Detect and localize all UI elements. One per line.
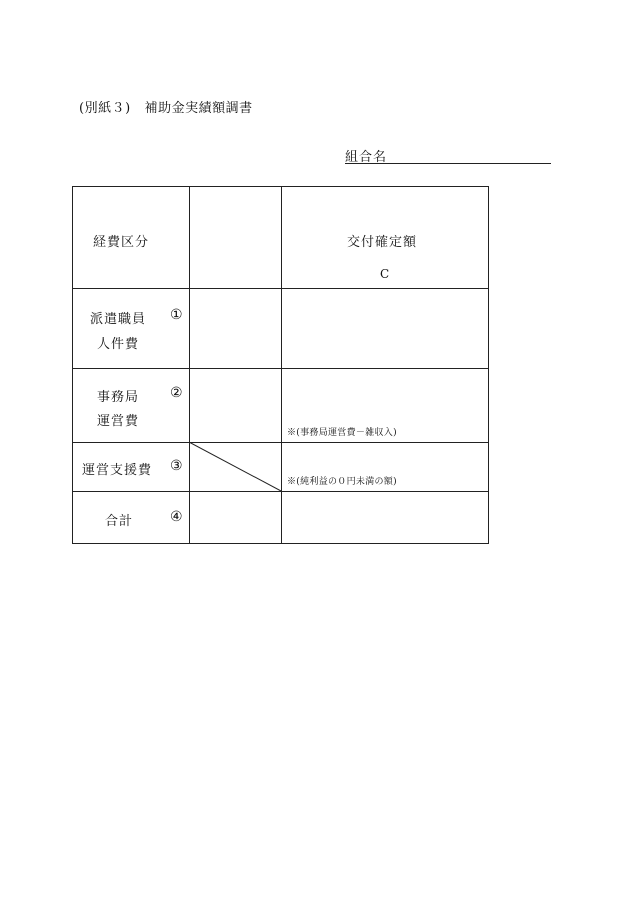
attachment-label: (別紙３) [79,101,131,116]
row1-label-line2: 人件費 [97,337,140,352]
header-delivery-code: C [380,267,391,281]
document-title [79,97,253,116]
row3-number: ③ [170,458,183,474]
union-name-label: 組合名 [345,150,388,165]
document-main-title: 補助金実績額調書 [144,101,253,116]
row1-label-line1: 派遣職員 [90,312,147,327]
table-row-divider-4 [73,491,488,492]
subsidy-table [72,186,489,544]
union-name-field [345,146,551,164]
row3-diagonal-strike [189,442,281,491]
row3-label: 運営支援費 [82,463,153,478]
row2-label-line2: 運営費 [97,414,140,429]
header-category: 経費区分 [93,235,150,250]
row2-note: ※(事務局運営費－雑収入) [287,428,397,438]
header-delivery-amount: 交付確定額 [347,235,418,250]
table-row-divider-2 [73,368,488,369]
row1-number: ① [170,307,183,323]
row3-note: ※(純利益の０円未満の額) [287,477,397,487]
row4-label: 合計 [105,514,134,529]
row2-label-line1: 事務局 [97,390,140,405]
row4-number: ④ [170,509,183,525]
row2-number: ② [170,385,183,401]
table-row-divider-1 [73,288,488,289]
table-col-divider-2 [281,187,282,543]
